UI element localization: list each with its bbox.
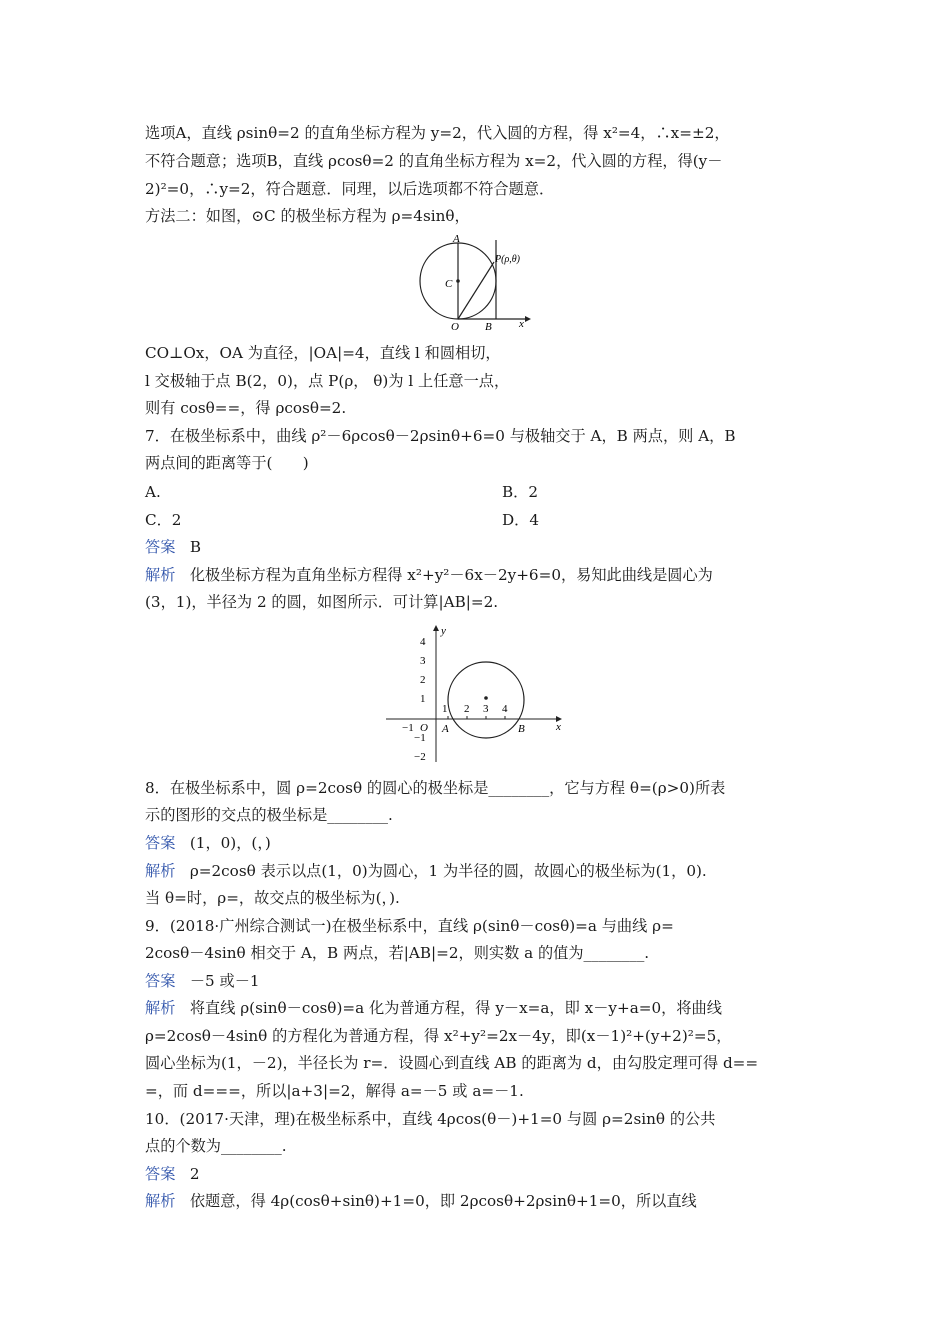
q8-analysis-row-2: 当 θ=时，ρ=，故交点的极坐标为(，).	[145, 889, 400, 907]
center-point	[456, 279, 460, 283]
y-tick-2: 2	[420, 674, 426, 686]
after-fig1-line-3: 则有 cosθ==，得 ρcosθ=2.	[145, 399, 347, 417]
y-tick-1: 1	[420, 693, 426, 705]
intro-line-3: 2)²=0，∴y=2，符合题意．同理，以后选项都不符合题意．	[145, 180, 555, 198]
q9-analysis-row-1	[145, 998, 722, 1018]
label-a: A	[453, 233, 460, 245]
q9-stem-line-2: 2cosθ－4sinθ 相交于 A，B 两点，若|AB|=2，则实数 a 的值为________.	[145, 944, 650, 962]
y-axis-arrow	[433, 625, 439, 631]
q7-answer-row	[145, 537, 201, 557]
q7-analysis-text-1: 化极坐标方程为直角坐标方程得 x²+y²－6x－2y+6=0，易知此曲线是圆心为	[189, 566, 713, 584]
circle-center-point	[484, 696, 488, 700]
y-tick-neg1: −1	[414, 732, 426, 744]
q8-answer-label: 答案	[145, 834, 176, 852]
q8-answer: (1，0)，(，)	[189, 834, 271, 852]
figure-coordinate-circle	[380, 622, 570, 767]
q9-analysis-row-2: ρ=2cosθ－4sinθ 的方程化为普通方程，得 x²+y²=2x－4y，即(x－1)²+(y+2)²=5，	[145, 1027, 732, 1045]
q10-analysis-row-1	[145, 1191, 697, 1211]
y-tick-3: 3	[420, 655, 426, 667]
q10-answer-label: 答案	[145, 1165, 176, 1183]
point-a-label: A	[442, 723, 449, 735]
x-tick-4: 4	[502, 703, 508, 715]
q10-analysis-label: 解析	[145, 1192, 176, 1210]
q8-stem-line-2: 示的图形的交点的极坐标是________.	[145, 806, 393, 824]
label-b: B	[485, 321, 492, 332]
q9-analysis-text-1: 将直线 ρ(sinθ－cosθ)=a 化为普通方程，得 y－x=a，即 x－y+a=0，将曲线	[189, 999, 722, 1017]
x-tick-3: 3	[483, 703, 489, 715]
x-tick-2: 2	[464, 703, 470, 715]
label-p: P(ρ,θ)	[495, 254, 520, 265]
x-tick-1: 1	[442, 703, 448, 715]
q8-analysis-text-1: ρ=2cosθ 表示以点(1，0)为圆心，1 为半径的圆，故圆心的极坐标为(1，0).	[189, 862, 707, 880]
q9-analysis-row-4: =，而 d===，所以|a+3|=2，解得 a=－5 或 a=－1.	[145, 1082, 524, 1100]
q7-stem-line-1: 7．在极坐标系中，曲线 ρ²－6ρcosθ－2ρsinθ+6=0 与极轴交于 A，B 两点，则 A，B	[145, 427, 736, 445]
point-b-label: B	[518, 723, 525, 735]
origin-label: O	[420, 722, 428, 734]
intro-line-2: 不符合题意；选项B，直线 ρcosθ=2 的直角坐标方程为 x=2，代入圆的方程，得(y－	[145, 152, 723, 170]
y-axis-label: y	[441, 625, 446, 637]
x-tick-neg1: −1	[402, 722, 414, 734]
segment-op	[458, 262, 494, 319]
q9-answer-row	[145, 971, 260, 991]
label-c: C	[445, 278, 453, 290]
q7-analysis-row-1	[145, 565, 713, 585]
after-fig1-line-1: CO⊥Ox，OA 为直径，|OA|=4，直线 l 和圆相切，	[145, 344, 501, 362]
q10-answer-row	[145, 1164, 200, 1184]
y-tick-4: 4	[420, 636, 426, 648]
x-axis-label: x	[556, 721, 561, 733]
q10-analysis-text-1: 依题意，得 4ρ(cosθ+sinθ)+1=0，即 2ρcosθ+2ρsinθ+1=0，所以直线	[189, 1192, 697, 1210]
q9-answer: －5 或－1	[189, 972, 260, 990]
q8-analysis-row-1	[145, 861, 707, 881]
q9-analysis-row-3: 圆心坐标为(1，－2)，半径长为 r=．设圆心到直线 AB 的距离为 d，由勾股定理可得 d==	[145, 1054, 759, 1072]
q10-stem-line-2: 点的个数为________.	[145, 1137, 287, 1155]
q7-option-d: D．4	[502, 511, 540, 529]
q9-answer-label: 答案	[145, 972, 176, 990]
label-x: x	[519, 318, 524, 330]
q10-answer: 2	[189, 1165, 200, 1183]
q8-analysis-label: 解析	[145, 862, 176, 880]
q9-analysis-label: 解析	[145, 999, 176, 1017]
circle-curve	[448, 662, 524, 738]
q8-answer-row	[145, 833, 271, 853]
q8-stem-line-1: 8．在极坐标系中，圆 ρ=2cosθ 的圆心的极坐标是________，它与方程 θ=(ρ>0)所表	[145, 779, 726, 797]
label-o: O	[451, 321, 459, 332]
after-fig1-line-2: l 交极轴于点 B(2，0)，点 P(ρ， θ)为 l 上任意一点，	[145, 372, 510, 390]
q7-option-b: B．2	[502, 483, 539, 501]
q7-answer-label: 答案	[145, 538, 176, 556]
y-tick-neg2: −2	[414, 751, 426, 763]
q7-option-c: C．2	[145, 511, 182, 529]
q7-option-a: A.	[145, 483, 161, 501]
q7-analysis-label: 解析	[145, 566, 176, 584]
intro-line-1: 选项A，直线 ρsinθ=2 的直角坐标方程为 y=2，代入圆的方程，得 x²=4，∴x=±2，	[145, 124, 730, 142]
method-two-line: 方法二：如图，⊙C 的极坐标方程为 ρ=4sinθ，	[145, 207, 470, 225]
q7-answer: B	[189, 538, 202, 556]
q7-analysis-row-2: (3，1)，半径为 2 的圆，如图所示．可计算|AB|=2.	[145, 593, 499, 611]
figure-circle-tangent	[415, 232, 535, 332]
polar-axis-arrow	[525, 316, 531, 322]
q9-stem-line-1: 9．(2018·广州综合测试一)在极坐标系中，直线 ρ(sinθ－cosθ)=a 与曲线 ρ=	[145, 917, 674, 935]
q10-stem-line-1: 10．(2017·天津，理)在极坐标系中，直线 4ρcos(θ－)+1=0 与圆 ρ=2sinθ 的公共	[145, 1110, 716, 1128]
q7-stem-line-2: 两点间的距离等于( )	[145, 454, 309, 472]
